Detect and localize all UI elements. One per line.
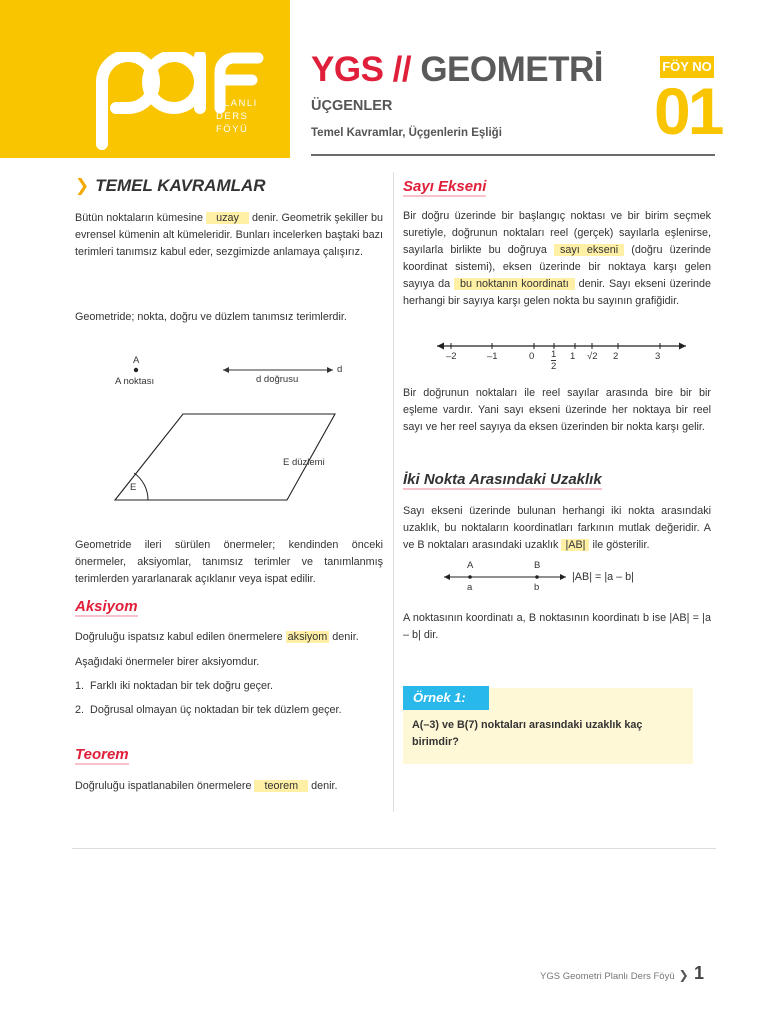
chevron-right-icon: ❯ [75, 176, 90, 195]
example-question: A(–3) ve B(7) noktaları arasındaki uzaklık kaç birimdir? [412, 719, 643, 748]
point-a-name: A [133, 355, 140, 366]
foy-label: FÖY NO [660, 56, 714, 78]
theorem-heading [75, 746, 383, 764]
distance-diagram [440, 570, 570, 584]
distance-point-b [535, 575, 539, 579]
axiom-item-1-num: 1. [75, 680, 85, 692]
footer-title: YGS Geometri Planlı Ders Föyü [540, 971, 675, 982]
chapter-topics: Temel Kavramlar, Üçgenlerin Eşliği [311, 127, 502, 139]
line-d-name: d [337, 364, 343, 375]
point-a-label: A noktası [115, 376, 155, 387]
example-tab: Örnek 1: [403, 686, 489, 710]
dist-text-2: ile gösterilir. [592, 539, 650, 551]
logo-line-1: PLANLI [216, 98, 258, 109]
highlight-koordinat: bu noktanın koordinatı [454, 278, 575, 290]
foy-number: 01 [654, 74, 722, 148]
theorem-heading-text: Teorem [75, 746, 129, 763]
axiom-def-text-2: denir. [332, 631, 359, 643]
number-line-tick-label: –2 [446, 351, 457, 362]
axiom-item-2-num: 2. [75, 704, 85, 716]
chapter-title: ÜÇGENLER [311, 98, 393, 114]
half-denominator: 2 [551, 361, 557, 372]
axiom-list-intro: Aşağıdaki önermeler birer aksiyomdur. [75, 656, 260, 668]
distance-arrow-right [560, 574, 566, 580]
distance-paragraph-2: A noktasının koordinatı a, B noktasının koordinatı b ise |AB| = |a – b| dir. [403, 612, 711, 641]
intro-paragraph [75, 210, 383, 261]
header-divider [311, 154, 715, 156]
highlight-uzay: uzay [206, 212, 249, 224]
highlight-ab: |AB| [561, 539, 589, 551]
number-line-paragraph-1 [403, 208, 711, 310]
line-d-arrow-right [327, 367, 333, 373]
number-line-heading [403, 178, 711, 196]
axiom-item-1 [75, 678, 383, 695]
highlight-sayi-ekseni: sayı ekseni [554, 244, 624, 256]
number-line-tick-label: 3 [655, 351, 661, 362]
heading-text: TEMEL KAVRAMLAR [95, 176, 266, 195]
distance-heading-text: İki Nokta Arasındaki Uzaklık [403, 471, 602, 488]
distance-arrow-left [444, 574, 450, 580]
intro-text-2: denir. Geometrik şekiller bu evrensel kümenin alt kümeleridir. Bunları incelerken baştaki bazı terimleri tanımsız kabul eder, sezgimizde anlamaya çalışırız. [75, 212, 384, 258]
axiom-item-2-text: Doğrusal olmayan üç noktadan bir tek düzlem geçer. [90, 704, 342, 716]
point-a-dot [134, 368, 138, 372]
number-line-tick-label: 1 [570, 351, 576, 362]
intro-text-1: Bütün noktaların kümesine [75, 212, 203, 224]
footer-divider [72, 848, 716, 849]
axiom-heading [75, 598, 383, 616]
distance-heading [403, 471, 711, 489]
number-line-tick-label: 0 [529, 351, 535, 362]
column-divider [393, 172, 394, 812]
logo-line-3: FÖYÜ [216, 124, 249, 135]
dist-text-1: Sayı ekseni üzerinde bulunan herhangi iki nokta arasındaki uzaklık, bu noktaların koordinatları farkının mutlak değeridir. A ve B noktaları arasındaki uzaklık [403, 505, 711, 551]
distance-point-a [468, 575, 472, 579]
theorem-def-text-2: denir. [311, 780, 338, 792]
axiom-definition [75, 629, 383, 646]
axiom-item-1-text: Farklı iki noktadan bir tek doğru geçer. [90, 680, 274, 692]
theorem-intro-paragraph: Geometride ileri sürülen önermeler; kendinden önceki önermeler, aksiyomlar, tanımsız terimler ve tanımlanmış terimlerden yararlanarak açıklanır veya ispat edilir. [75, 539, 383, 585]
axiom-def-text-1: Doğruluğu ispatsız kabul edilen önermelere [75, 631, 283, 643]
half-numerator: 1 [551, 349, 557, 360]
distance-paragraph-1 [403, 503, 711, 554]
line-d-arrow-left [223, 367, 229, 373]
nl-text-2: (doğru üzerinde koordinat sistemi), eksen üzerinde bir noktaya karşı gelen sayıya da [403, 244, 712, 290]
title-prefix: YGS // [311, 50, 412, 89]
axiom-heading-text: Aksiyom [75, 598, 138, 615]
logo-subtitle [216, 97, 258, 136]
number-line-arrow-right [679, 343, 686, 350]
highlight-teorem: teorem [254, 780, 308, 792]
footer-text [540, 968, 689, 982]
nl-text-3: denir. Sayı ekseni üzerinde herhangi bir sayıya karşı gelen nokta bu sayının grafiğidir. [403, 278, 712, 307]
highlight-aksiyom: aksiyom [287, 631, 328, 643]
theorem-definition [75, 778, 383, 795]
number-line-heading-text: Sayı Ekseni [403, 178, 487, 195]
number-line-arrow-left [437, 343, 444, 350]
axiom-item-2 [75, 702, 383, 719]
line-d-label: d doğrusu [256, 374, 299, 385]
title-main: GEOMETRİ [420, 50, 604, 89]
distance-label-A: A [467, 560, 474, 571]
distance-formula: |AB| = |a – b| [572, 571, 634, 583]
nl-text-1: Bir doğru üzerinde bir başlangıç noktası ve bir birim seçmek suretiyle, doğrunun noktaları reel (gerçek) sayılarla eşlenirse, sayılarla birlikte bu doğruya [403, 210, 711, 256]
number-line-paragraph-2: Bir doğrunun noktaları ile reel sayılar arasında bire bir bir eşleme vardır. Yani sayı ekseni üzerinde her noktaya bir reel sayı ve her reel sayıya da eksen üzerinden bir nokta karşı gelir. [403, 387, 711, 433]
logo-line-2: DERS [216, 111, 249, 122]
plane-e-label: E düzlemi [283, 457, 325, 468]
page-title [311, 50, 603, 90]
undefined-terms-paragraph: Geometride; nokta, doğru ve düzlem tanımsız terimlerdir. [75, 311, 347, 323]
distance-label-B: B [534, 560, 541, 571]
number-line-tick-label: 2 [613, 351, 619, 362]
plane-e-name: E [130, 482, 137, 493]
number-line-tick-label: –1 [487, 351, 498, 362]
chevron-right-icon: ❯ [678, 968, 689, 982]
theorem-def-text-1: Doğruluğu ispatlanabilen önermelere [75, 780, 252, 792]
number-line-tick-label: √2 [587, 351, 598, 362]
section-heading-temel-kavramlar [75, 176, 266, 196]
logo-block [0, 0, 290, 158]
distance-label-a: a [467, 582, 473, 593]
distance-label-b: b [534, 582, 540, 593]
page-number: 1 [694, 963, 705, 983]
